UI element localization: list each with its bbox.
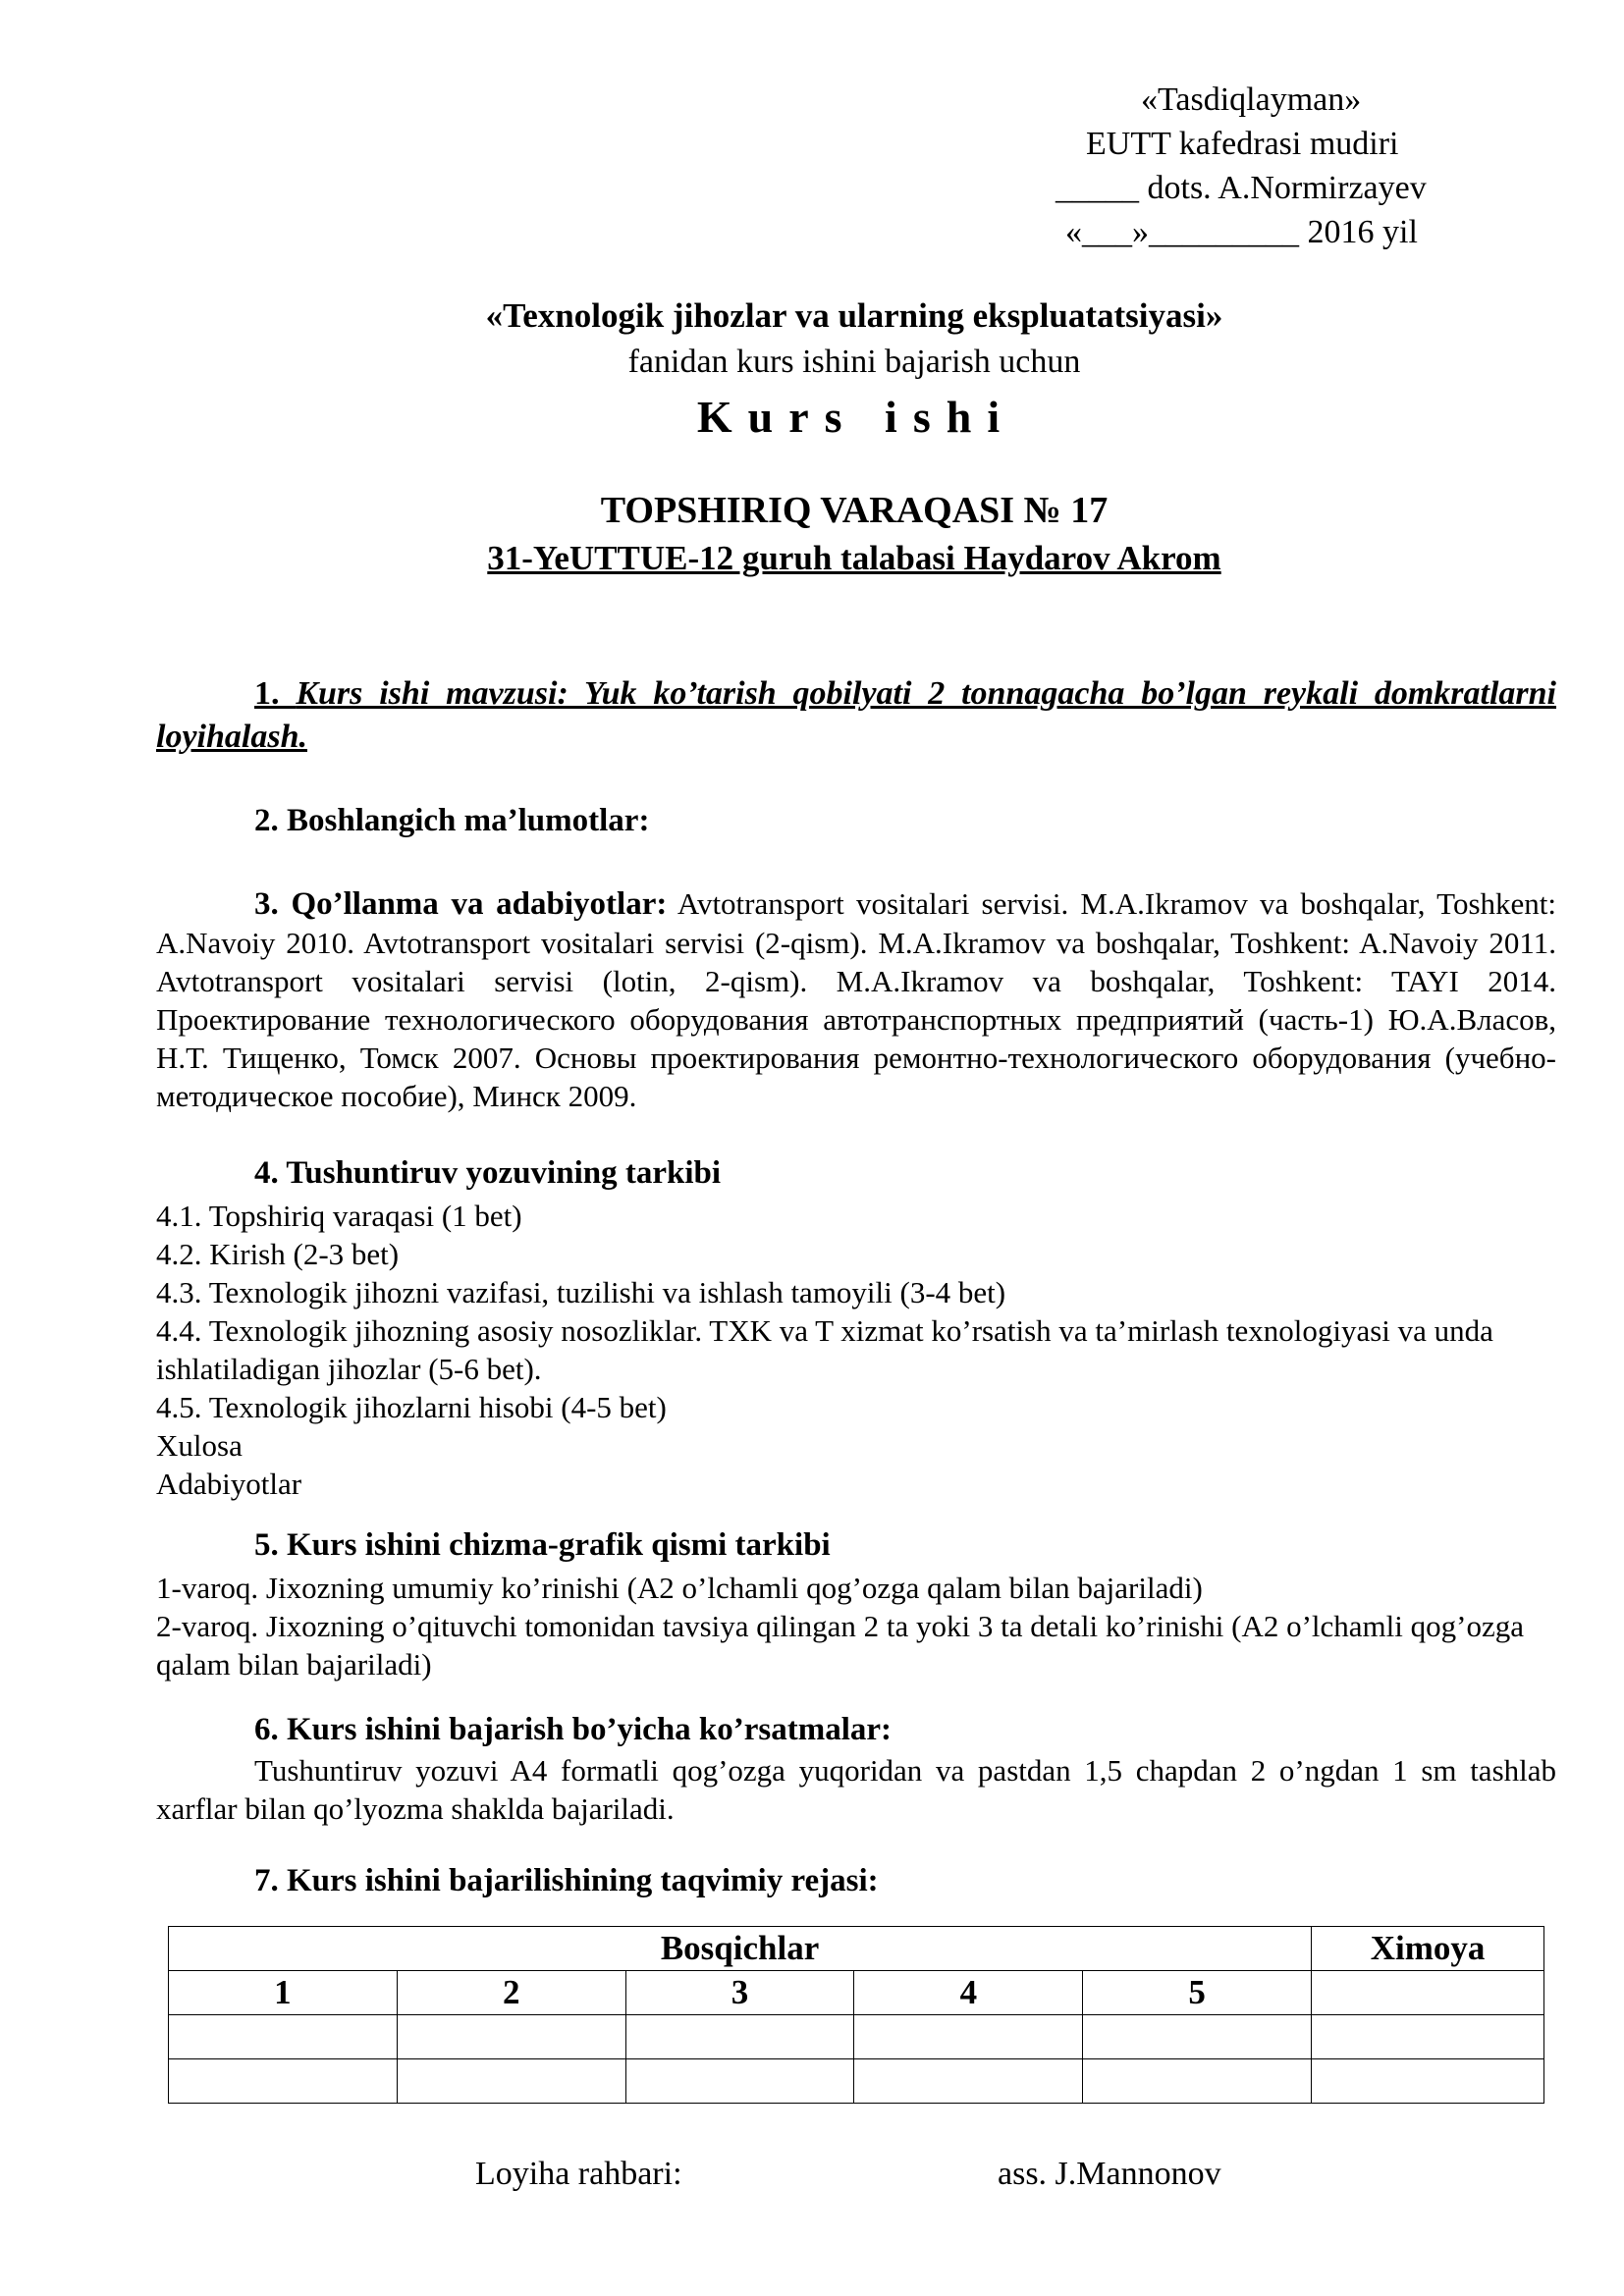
table-cell <box>169 2015 398 2059</box>
list-item: Adabiyotlar <box>156 1467 302 1501</box>
table-row <box>169 2015 1544 2059</box>
table-cell <box>854 2015 1083 2059</box>
section-1-theme <box>156 672 1556 759</box>
defense-header: Ximoya <box>1312 1927 1544 1971</box>
list-item: 4.1. Topshiriq varaqasi (1 bet) <box>156 1199 522 1233</box>
approval-position: EUTT kafedrasi mudiri <box>1086 126 1399 162</box>
group-student-line: 31-YeUTTUE-12 guruh talabasi Haydarov Akrom <box>487 539 1221 577</box>
table-cell <box>1083 2015 1312 2059</box>
approval-signature-line: _____ dots. A.Normirzayev <box>1056 170 1427 206</box>
table-header-row <box>169 1927 1544 1971</box>
section-3-body <box>156 884 1556 1115</box>
table-row <box>169 2059 1544 2104</box>
table-cell <box>1312 2015 1544 2059</box>
table-row <box>169 1971 1544 2015</box>
supervisor-name: ass. J.Mannonov <box>998 2156 1221 2192</box>
list-item: 4.2. Kirish (2-3 bet) <box>156 1237 400 1271</box>
stage-number-cell: 5 <box>1083 1971 1312 2015</box>
approval-date-line: «___»_________ 2016 yil <box>1065 214 1418 250</box>
table-cell <box>169 2059 398 2104</box>
subject-subtitle: fanidan kurs ishini bajarish uchun <box>627 344 1081 380</box>
stage-number-cell: 2 <box>397 1971 625 2015</box>
approval-title: «Tasdiqlayman» <box>1141 81 1362 118</box>
list-item: 2-varoq. Jixozning o’qituvchi tomonidan tavsiya qilingan 2 ta yoki 3 ta detali ko’rinishi (A2 o’lchamli qog’ozga qalam bilan bajariladi) <box>156 1609 1524 1682</box>
section-2-heading: 2. Boshlangich ma’lumotlar: <box>254 803 650 838</box>
supervisor-label: Loyiha rahbari: <box>475 2156 682 2192</box>
table-cell <box>1312 1971 1544 2015</box>
stage-number-cell: 4 <box>854 1971 1083 2015</box>
section-6-heading: 6. Kurs ishini bajarish bo’yicha ko’rsatmalar: <box>254 1712 893 1747</box>
table-cell <box>1312 2059 1544 2104</box>
list-item: 4.5. Texnologik jihozlarni hisobi (4-5 bet) <box>156 1390 667 1424</box>
assignment-title: TOPSHIRIQ VARAQASI № 17 <box>600 490 1109 531</box>
table-cell <box>397 2015 625 2059</box>
schedule-table <box>168 1926 1544 2104</box>
list-item: 1-varoq. Jixozning umumiy ko’rinishi (A2 o’lchamli qog’ozga qalam bilan bajariladi) <box>156 1571 1203 1605</box>
table-cell <box>397 2059 625 2104</box>
section-4-list <box>156 1197 1570 1503</box>
list-item: 4.3. Texnologik jihozni vazifasi, tuzilishi va ishlash tamoyili (3-4 bet) <box>156 1275 1006 1309</box>
table-cell <box>625 2015 854 2059</box>
subject-title: «Texnologik jihozlar va ularning ekspluatatsiyasi» <box>485 296 1223 335</box>
stages-header: Bosqichlar <box>169 1927 1312 1971</box>
list-item: 4.4. Texnologik jihozning asosiy nosozliklar. TXK va T xizmat ko’rsatish va ta’mirlash texnologiyasi va unda ishlatiladigan jihozlar (5-6 bet). <box>156 1313 1493 1386</box>
section-4-heading: 4. Tushuntiruv yozuvining tarkibi <box>254 1155 722 1191</box>
section-1-number: 1. <box>254 675 280 712</box>
section-3-heading: 3. Qo’llanma va adabiyotlar: <box>254 886 668 922</box>
stage-number-cell: 1 <box>169 1971 398 2015</box>
section-1-text: Kurs ishi mavzusi: Yuk ko’tarish qobilyati 2 tonnagacha bo’lgan reykali domkratlarni loyihalash. <box>156 675 1557 755</box>
section-3-text: Avtotransport vositalari servisi. M.A.Ikramov va boshqalar, Toshkent: A.Navoiy 2010. Avtotransport vositalari servisi (2-qism). M.A.Ikramov va boshqalar, Toshkent: A.Navoiy 2011. Avtotransport vositalari servisi (lotin, 2-qism). M.A.Ikramov va boshqalar, Toshkent: TAYI 2014. Проектирование технологического оборудования автотранспортных предприятий (часть-1) Ю.А.Власов, Н.Т. Тищенко, Томск 2007. Основы проектирования ремонтно-технологического оборудования (учебно-методическое пособие), Минск 2009. <box>156 886 1556 1113</box>
table-cell <box>1083 2059 1312 2104</box>
section-5-list <box>156 1569 1560 1683</box>
section-5-heading: 5. Kurs ishini chizma-grafik qismi tarkibi <box>254 1527 831 1563</box>
list-item: Xulosa <box>156 1428 243 1463</box>
stage-number-cell: 3 <box>625 1971 854 2015</box>
table-cell <box>625 2059 854 2104</box>
section-7-heading: 7. Kurs ishini bajarilishining taqvimiy rejasi: <box>254 1863 879 1898</box>
table-cell <box>854 2059 1083 2104</box>
document-type-title: Kurs ishi <box>696 392 1016 442</box>
section-6-text: Tushuntiruv yozuvi A4 formatli qog’ozga yuqoridan va pastdan 1,5 chapdan 2 o’ngdan 1 sm tashlab xarflar bilan qo’lyozma shaklda bajariladi. <box>156 1753 1556 1826</box>
